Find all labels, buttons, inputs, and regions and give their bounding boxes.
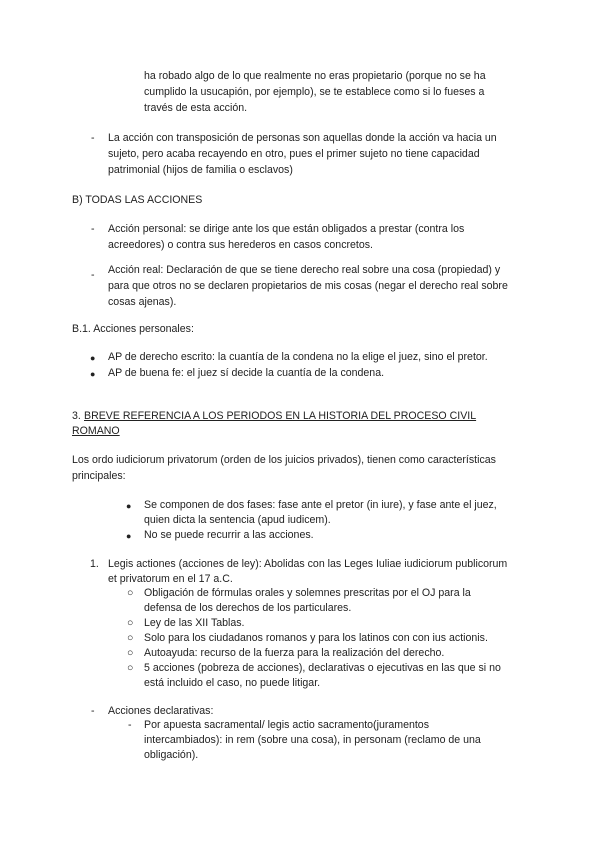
- circle-marker: ○: [127, 647, 134, 659]
- list-item: No se puede recurrir a las acciones.: [144, 529, 314, 541]
- list-item: 5 acciones (pobreza de acciones), declarativas o ejecutivas en las que si no: [144, 662, 501, 674]
- text-line: obligación).: [144, 749, 199, 761]
- text-line: et privatorum en el 17 a.C.: [108, 573, 233, 585]
- list-item: Autoayuda: recurso de la fuerza para la realización del derecho.: [144, 647, 445, 659]
- circle-marker: ○: [127, 617, 134, 629]
- section-heading: B) TODAS LAS ACCIONES: [72, 194, 203, 206]
- text-line: Por apuesta sacramental/ legis actio sacramento(juramentos: [144, 719, 429, 731]
- text-line: ha robado algo de lo que realmente no eras propietario (porque no se ha: [144, 70, 486, 82]
- text-line: cumplido la usucapión, por ejemplo), se te establece como si lo fueses a: [144, 86, 485, 98]
- bullet-marker: ●: [90, 353, 96, 363]
- circle-marker: ○: [127, 632, 134, 644]
- list-item: defensa de los derechos de los particulares.: [144, 602, 352, 614]
- text-line: principales:: [72, 470, 126, 482]
- section-title: ROMANO: [72, 425, 120, 437]
- dash-marker: -: [128, 719, 132, 731]
- bullet-marker: ●: [126, 531, 132, 541]
- bullet-marker: ●: [90, 369, 96, 379]
- circle-marker: ○: [127, 662, 134, 674]
- dash-marker: -: [91, 223, 95, 235]
- subsection-heading: B.1. Acciones personales:: [72, 323, 194, 335]
- section-title: BREVE REFERENCIA A LOS PERIODOS EN LA HISTORIA DEL PROCESO CIVIL: [84, 410, 477, 422]
- text-line: intercambiados): in rem (sobre una cosa), in personam (reclamo de una: [144, 734, 481, 746]
- text-line: acreedores) o contra sus herederos en casos concretos.: [108, 239, 373, 251]
- list-item: Ley de las XII Tablas.: [144, 617, 245, 629]
- list-item: Solo para los ciudadanos romanos y para los latinos con con ius actionis.: [144, 632, 488, 644]
- list-item: Obligación de fórmulas orales y solemnes prescritas por el OJ para la: [144, 587, 471, 599]
- text-line: Legis actiones (acciones de ley): Abolidas con las Leges Iuliae iudiciorum publicorum: [108, 558, 508, 570]
- text-line: sujeto, pero acaba recayendo en otro, pues el primer sujeto no tiene capacidad: [108, 148, 480, 160]
- text-line: Los ordo iudiciorum privatorum (orden de los juicios privados), tienen como características: [72, 454, 496, 466]
- dash-marker: -: [91, 269, 95, 281]
- dash-marker: -: [91, 132, 95, 144]
- list-number: 1.: [90, 558, 99, 570]
- circle-marker: ○: [127, 587, 134, 599]
- list-item: quien dicta la sentencia (apud iudicem).: [144, 514, 331, 526]
- list-item: AP de derecho escrito: la cuantía de la condena no la elige el juez, sino el pretor.: [108, 351, 488, 363]
- list-item: AP de buena fe: el juez sí decide la cuantía de la condena.: [108, 367, 385, 379]
- text-line: Acción personal: se dirige ante los que están obligados a prestar (contra los: [108, 223, 465, 235]
- text-line: patrimonial (hijos de familia o esclavos): [108, 164, 293, 176]
- text-line: La acción con transposición de personas son aquellas donde la acción va hacia un: [108, 132, 497, 144]
- bullet-marker: ●: [126, 501, 132, 511]
- dash-marker: -: [91, 705, 95, 717]
- list-item: Se componen de dos fases: fase ante el pretor (in iure), y fase ante el juez,: [144, 499, 497, 511]
- text-line: Acción real: Declaración de que se tiene derecho real sobre una cosa (propiedad) y: [108, 264, 501, 276]
- text-line: través de esta acción.: [144, 102, 248, 114]
- section-number: 3.: [72, 410, 81, 422]
- text-line: para que otros no se declaren propietarios de mis cosas (negar el derecho real sobre: [108, 280, 508, 292]
- list-item: está incluido el caso, no puede litigar.: [144, 677, 321, 689]
- text-line: cosas ajenas).: [108, 296, 177, 308]
- text-line: Acciones declarativas:: [108, 705, 214, 717]
